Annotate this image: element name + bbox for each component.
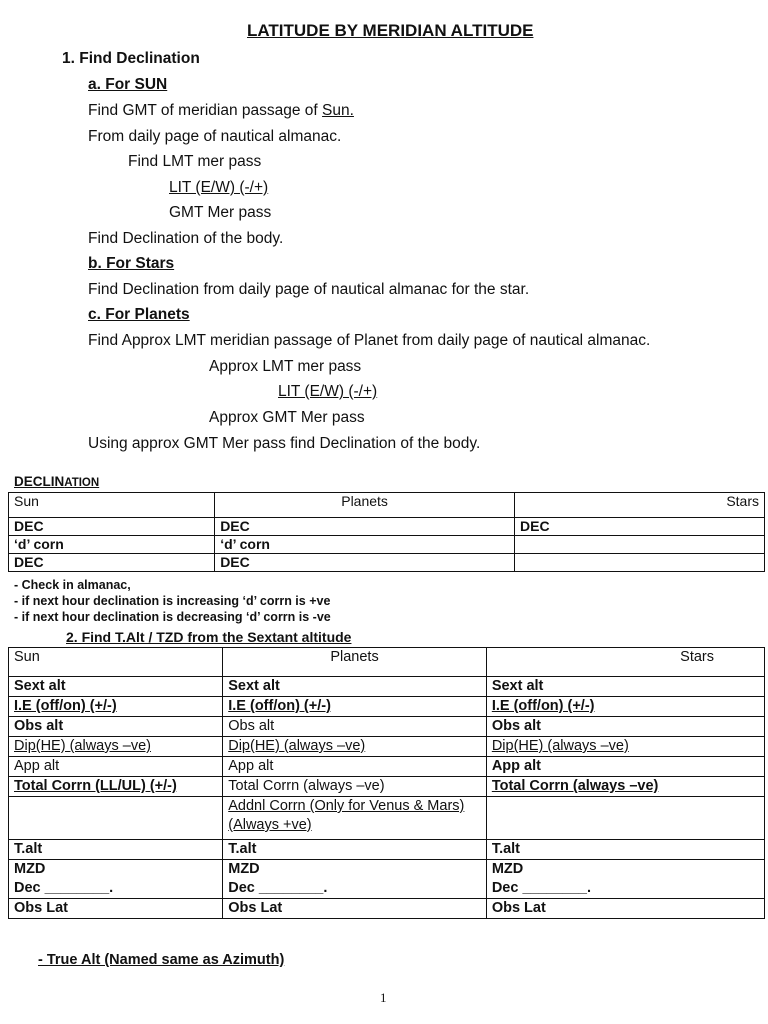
table-cell: App alt <box>9 757 223 777</box>
header-cell: Stars <box>515 493 765 518</box>
table-cell: T.alt <box>9 840 223 860</box>
table-cell: I.E (off/on) (+/-) <box>223 697 487 717</box>
planets-line-3: LIT (E/W) (-/+) <box>278 383 378 400</box>
table-cell: T.alt <box>223 840 487 860</box>
table-cell: Obs Lat <box>9 899 223 919</box>
table-cell: I.E (off/on) (+/-) <box>9 697 223 717</box>
sun-line-2: From daily page of nautical almanac. <box>88 128 342 145</box>
planets-label: c. For Planets <box>88 306 190 323</box>
table-cell: Dec ________. <box>486 879 764 899</box>
declination-heading-b: ATION <box>64 477 100 489</box>
note-1: - Check in almanac, <box>14 578 131 592</box>
table-cell: App alt <box>223 757 487 777</box>
table-row <box>9 797 765 840</box>
footer-note <box>38 950 284 970</box>
declination-heading <box>14 472 99 493</box>
planets-line-1: Find Approx LMT meridian passage of Planet from daily page of nautical almanac. <box>88 332 651 349</box>
table-cell: T.alt <box>486 840 764 860</box>
section-1-heading-text: 1. Find Declination <box>62 50 200 67</box>
table-cell: Obs Lat <box>223 899 487 919</box>
table-cell: MZD <box>223 860 487 880</box>
declination-heading-a: DECLIN <box>14 474 65 489</box>
table-cell: Dec ________. <box>223 879 487 899</box>
table-row <box>9 840 765 860</box>
table-cell <box>486 797 764 840</box>
section-2-heading <box>66 627 351 647</box>
table-cell <box>515 536 765 554</box>
header-cell: Sun <box>9 648 223 677</box>
table-cell: DEC <box>215 554 515 572</box>
planets-line-2: Approx LMT mer pass <box>209 358 362 375</box>
planets-line-4: Approx GMT Mer pass <box>209 409 365 426</box>
table-cell: Sext alt <box>223 677 487 697</box>
table-cell: Obs alt <box>486 717 764 737</box>
table-cell: Dip(HE) (always –ve) <box>223 737 487 757</box>
footer-note-text: - True Alt (Named same as Azimuth) <box>38 952 285 968</box>
sun-line-1 <box>88 101 354 121</box>
table-cell: App alt <box>486 757 764 777</box>
section-1-heading <box>62 49 200 69</box>
table-row <box>9 899 765 919</box>
altitude-table <box>8 647 765 919</box>
table-header-row <box>9 648 765 677</box>
declination-table <box>8 492 765 572</box>
table-row <box>9 697 765 717</box>
page-number: 1 <box>380 990 387 1005</box>
table-cell: Obs alt <box>9 717 223 737</box>
table-row <box>9 677 765 697</box>
note-2: - if next hour declination is increasing ‘d’ corrn is +ve <box>14 594 331 608</box>
sun-line-3: Find LMT mer pass <box>128 153 262 170</box>
table-cell: Total Corrn (always –ve) <box>486 777 764 797</box>
table-cell: Obs alt <box>223 717 487 737</box>
table-cell: Total Corrn (always –ve) <box>223 777 487 797</box>
stars-line-1: Find Declination from daily page of nautical almanac for the star. <box>88 281 530 298</box>
header-cell: Planets <box>215 493 515 518</box>
table-cell <box>9 797 223 840</box>
note-3: - if next hour declination is decreasing ‘d’ corrn is -ve <box>14 610 331 624</box>
table-cell: I.E (off/on) (+/-) <box>486 697 764 717</box>
table-row <box>9 879 765 899</box>
section-2-heading-text: 2. Find T.Alt / TZD from the Sextant altitude <box>66 629 352 645</box>
header-cell: Planets <box>223 648 487 677</box>
sun-line-1a: Find GMT of meridian passage of <box>88 102 323 119</box>
table-cell: MZD <box>9 860 223 880</box>
table-cell: Dip(HE) (always –ve) <box>486 737 764 757</box>
table-cell: Sext alt <box>486 677 764 697</box>
table-row <box>9 518 765 536</box>
table-row <box>9 717 765 737</box>
sun-line-4: LIT (E/W) (-/+) <box>169 179 269 196</box>
sun-line-6: Find Declination of the body. <box>88 230 284 247</box>
page-title: LATITUDE BY MERIDIAN ALTITUDE <box>247 21 534 40</box>
table-cell: Addnl Corrn (Only for Venus & Mars) (Always +ve) <box>223 797 487 840</box>
planets-line-5: Using approx GMT Mer pass find Declination of the body. <box>88 435 481 452</box>
table-cell: Total Corrn (LL/UL) (+/-) <box>9 777 223 797</box>
table-cell: DEC <box>515 518 765 536</box>
table-row <box>9 757 765 777</box>
table-cell: MZD <box>486 860 764 880</box>
table-row <box>9 536 765 554</box>
table-cell: DEC <box>215 518 515 536</box>
table-cell: ‘d’ corn <box>215 536 515 554</box>
table-row <box>9 777 765 797</box>
table-cell: Dec ________. <box>9 879 223 899</box>
table-cell: Obs Lat <box>486 899 764 919</box>
table-row <box>9 554 765 572</box>
table-cell: ‘d’ corn <box>9 536 215 554</box>
sun-line-1b: Sun. <box>322 102 354 119</box>
sun-line-5: GMT Mer pass <box>169 204 272 221</box>
table-cell: DEC <box>9 518 215 536</box>
table-row <box>9 860 765 880</box>
sun-label: a. For SUN <box>88 76 168 93</box>
table-row <box>9 737 765 757</box>
table-cell: Sext alt <box>9 677 223 697</box>
header-cell: Sun <box>9 493 215 518</box>
table-cell <box>515 554 765 572</box>
table-cell: DEC <box>9 554 215 572</box>
table-cell: Dip(HE) (always –ve) <box>9 737 223 757</box>
header-cell: Stars <box>486 648 764 677</box>
stars-label: b. For Stars <box>88 255 175 272</box>
table-header-row <box>9 493 765 518</box>
